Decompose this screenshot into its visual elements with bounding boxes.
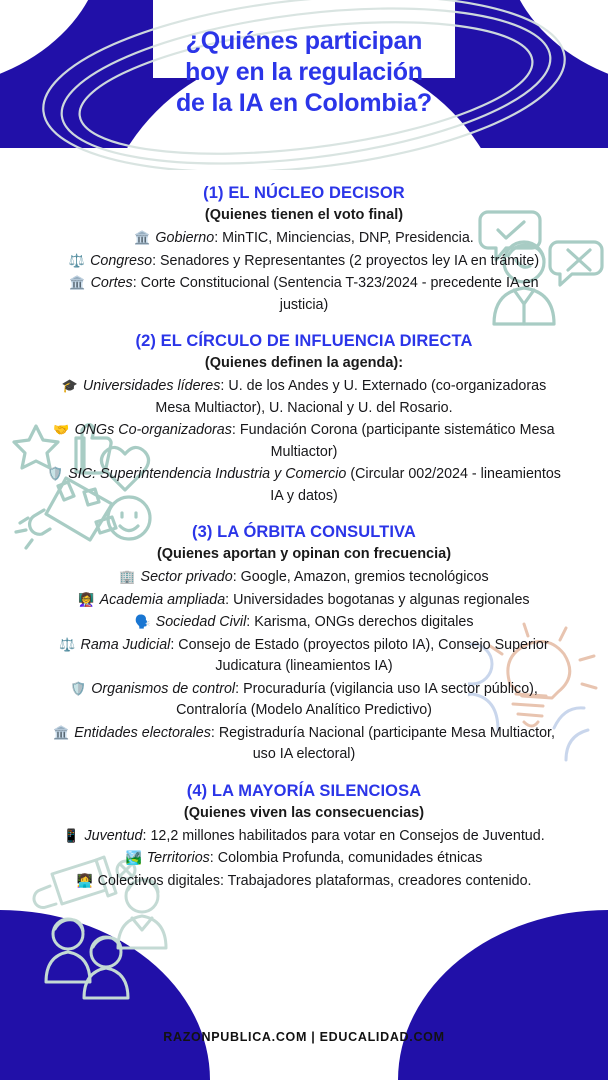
section-heading: (2) EL CÍRCULO DE INFLUENCIA DIRECTA [135, 332, 473, 350]
entry-text: Fundación Corona (participante sistemático Mesa Multiactor) [235, 422, 555, 460]
section-entry [46, 419, 562, 463]
entry-label: Congreso [90, 252, 153, 269]
section-subheading: (Quienes tienen el voto final) [204, 207, 404, 223]
section-heading: (1) EL NÚCLEO DECISOR [203, 184, 405, 202]
section-entry [46, 589, 562, 612]
entry-separator: : [152, 252, 157, 269]
section-entry [46, 272, 562, 316]
section-entry [46, 250, 562, 273]
entry-separator: : [225, 591, 230, 608]
entry-separator: : [132, 275, 137, 291]
entry-separator: : [232, 569, 237, 585]
section-entry [46, 825, 562, 848]
balance-scale-icon: ⚖️ [59, 636, 76, 652]
entry-label: Universidades líderes [82, 378, 221, 394]
section-entry [46, 463, 562, 507]
entry-label: Territorios [146, 850, 210, 866]
section-entry [46, 227, 562, 250]
entry-separator: : [231, 422, 236, 438]
section-entry [46, 870, 562, 893]
graduation-cap-icon: 🎓 [61, 378, 78, 393]
entry-text: U. de los Andes y U. Externado (co-organizadoras Mesa Multiactor), U. Nacional y U. del Rosario. [155, 378, 547, 416]
section-entry [46, 722, 562, 766]
entry-label: Rama Judicial [80, 636, 171, 653]
page-title-line-3: de la IA en Colombia? [175, 89, 433, 117]
entry-separator: : [214, 230, 219, 246]
entry-label: Sociedad Civil [155, 614, 247, 630]
entry-text: Google, Amazon, gremios tecnológicos [236, 569, 489, 585]
entry-text: (Circular 002/2024 - lineamientos IA y datos) [270, 466, 561, 504]
balance-scale-icon: ⚖️ [68, 252, 86, 268]
classical-building-icon: 🏛️ [69, 275, 86, 290]
section-heading: (3) LA ÓRBITA CONSULTIVA [192, 523, 416, 541]
section-entry [46, 678, 562, 722]
entry-separator: : [246, 614, 251, 630]
entry-text: Colombia Profunda, comunidades étnicas [213, 850, 483, 866]
section-entry [46, 611, 562, 634]
sections-list [0, 182, 608, 906]
entry-separator: : [235, 680, 240, 697]
entry-label: Academia ampliada [99, 591, 226, 608]
section-subheading: (Quienes definen la agenda): [204, 355, 404, 371]
shield-icon: 🛡️ [70, 680, 87, 696]
entry-label: Juventud [84, 827, 143, 844]
section-entry [46, 634, 562, 678]
entry-label: Organismos de control [91, 680, 236, 697]
entry-label: Entidades electorales [74, 724, 211, 741]
speaking-head-icon: 🗣️ [134, 614, 151, 629]
section-3 [0, 521, 608, 766]
entry-text: Senadores y Representantes (2 proyectos ley IA en trámite) [156, 252, 540, 269]
section-entry [46, 375, 562, 419]
entry-text: Registraduría Nacional (participante Mesa Multiactor, uso IA electoral) [214, 724, 555, 762]
section-body [0, 825, 608, 893]
footer-blue-corner-left [0, 910, 210, 1080]
entry-text: Karisma, ONGs derechos digitales [250, 614, 474, 630]
section-body [0, 227, 608, 316]
mobile-phone-icon: 📱 [63, 827, 80, 843]
section-entry [46, 566, 562, 589]
section-body [0, 566, 608, 766]
section-2 [0, 330, 608, 507]
section-heading: (4) LA MAYORÍA SILENCIOSA [186, 781, 422, 800]
handshake-icon: 🤝 [53, 422, 70, 437]
entry-separator: : [170, 636, 175, 653]
page-title-line-1: ¿Quiénes participan [185, 27, 423, 55]
office-building-icon: 🏢 [119, 569, 136, 584]
section-subheading: (Quienes viven las consecuencias) [183, 804, 425, 821]
section-body [0, 375, 608, 507]
entry-text: 12,2 millones habilitados para votar en Consejos de Juventud. [146, 827, 545, 844]
technologist-icon: 👩‍💻 [76, 872, 93, 888]
entry-label: ONGs Co-organizadoras [74, 422, 232, 438]
entry-text: Consejo de Estado (proyectos piloto IA), Consejo Superior Judicatura (lineamientos IA) [174, 636, 549, 674]
entry-label: Gobierno [155, 230, 215, 246]
entry-separator: : [220, 378, 225, 394]
entry-label: SIC: Superintendencia Industria y Comercio [68, 466, 347, 482]
entry-text: Colectivos digitales: Trabajadores plataformas, creadores contenido. [97, 872, 532, 889]
entry-text: Universidades bogotanas y algunas regionales [229, 591, 530, 608]
section-entry [46, 847, 562, 870]
entry-separator: : [209, 850, 214, 866]
section-1 [0, 182, 608, 316]
entry-text: Corte Constitucional (Sentencia T-323/2024 - precedente IA en justicia) [136, 275, 539, 313]
entry-label: Cortes [90, 275, 133, 291]
shield-icon: 🛡️ [47, 466, 64, 481]
footer-blue-corner-right [398, 910, 608, 1080]
entry-label: Sector privado [140, 569, 233, 585]
footer-credits: RAZONPUBLICA.COM | EDUCALIDAD.COM [163, 1030, 445, 1044]
entry-separator: : [210, 724, 215, 741]
entry-separator: : [142, 827, 147, 844]
page-title [0, 26, 608, 119]
section-subheading: (Quienes aportan y opinan con frecuencia) [156, 546, 452, 562]
national-park-icon: 🏞️ [125, 850, 142, 865]
section-4 [0, 780, 608, 893]
teacher-icon: 👩‍🏫 [78, 591, 95, 607]
entry-text: MinTIC, Minciencias, DNP, Presidencia. [218, 230, 474, 246]
classical-building-icon: 🏛️ [134, 230, 151, 245]
ballot-box-icon: 🏛️ [53, 724, 70, 740]
page-title-line-2: hoy en la regulación [185, 58, 423, 86]
entry-text: Procuraduría (vigilancia uso IA sector público), Contraloría (Modelo Analítico Predictivo) [176, 680, 538, 718]
